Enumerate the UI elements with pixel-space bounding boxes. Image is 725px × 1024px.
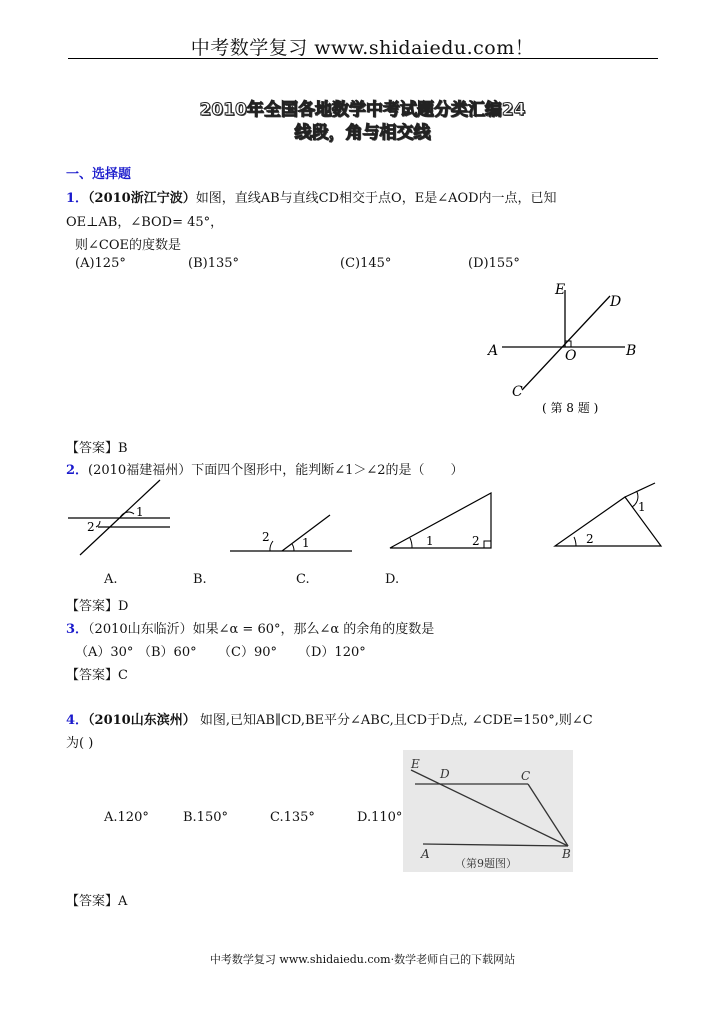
- page-footer: 中考数学复习 www.shidaiedu.com·数学老师自己的下载网站: [209, 953, 516, 966]
- q2-option-b: B.: [193, 572, 207, 587]
- q1-option-d: (D)155°: [468, 256, 520, 271]
- q4-answer: 【答案】A: [66, 894, 128, 909]
- q1-line2: OE⊥AB，∠BOD= 45°，: [66, 215, 224, 230]
- q1-option-c: (C)145°: [340, 256, 392, 271]
- q4-option-a: A.120°: [104, 810, 149, 825]
- q2-answer: 【答案】D: [66, 599, 129, 614]
- q3-number: 3．: [66, 622, 89, 637]
- q4-option-b: B.150°: [183, 810, 228, 825]
- q4-line1: [66, 709, 593, 728]
- q4-line2: 为( ): [66, 736, 94, 751]
- page-header: 中考数学复习 www.shidaiedu.com！: [190, 37, 535, 59]
- q1-source: （2010浙江宁波）: [88, 191, 196, 206]
- q2a-label-2: 2: [87, 520, 95, 534]
- q4-figure-caption: （第9题图）: [455, 857, 517, 870]
- q4-figure-photo: [403, 750, 573, 872]
- q3-option-c: （C）90°: [218, 645, 277, 660]
- q4-option-d: D.110°: [357, 810, 403, 825]
- q1-figure-caption: ( 第 8 题 ): [542, 401, 599, 415]
- q4-label-d: D: [440, 767, 450, 781]
- q2b-label-2: 2: [262, 530, 270, 544]
- q3-text: （2010山东临沂）如果∠α = 60°，那么∠α 的余角的度数是: [88, 622, 435, 637]
- q1-line3: 则∠COE的度数是: [75, 238, 181, 253]
- label-b: B: [626, 343, 637, 359]
- document-subtitle: 线段，角与相交线: [294, 123, 431, 143]
- q4-number: 4．: [66, 713, 89, 728]
- q2c-label-1: 1: [426, 534, 434, 548]
- q2-figure-d: [555, 483, 661, 546]
- q3-option-b: （B）60°: [138, 645, 197, 660]
- q2a-label-1: 1: [136, 505, 144, 519]
- q2-number: 2．: [66, 463, 89, 478]
- q2c-label-2: 2: [472, 534, 480, 548]
- label-d: D: [610, 294, 622, 310]
- q4-label-b: B: [562, 847, 571, 861]
- line-cd: [522, 296, 610, 390]
- q1-figure: [480, 278, 660, 423]
- q1-number: 1．: [66, 191, 89, 206]
- q3-option-d: （D）120°: [298, 645, 366, 660]
- q2-option-c: C.: [296, 572, 310, 587]
- q4-label-c: C: [521, 769, 531, 783]
- label-e: E: [555, 282, 566, 298]
- q4-label-e: E: [411, 757, 420, 771]
- q2-figure-b: [230, 515, 352, 551]
- q2-figure-c: [390, 493, 491, 548]
- q1-answer: 【答案】B: [66, 441, 128, 456]
- q2-option-d: D.: [385, 572, 400, 587]
- label-o: O: [565, 348, 577, 364]
- q1-option-a: (A)125°: [75, 256, 126, 271]
- q1-option-b: (B)135°: [188, 256, 240, 271]
- q4-option-c: C.135°: [270, 810, 315, 825]
- q4-source: （2010山东滨州）: [88, 713, 196, 728]
- q4-label-a: A: [421, 847, 430, 861]
- document-title: 2010年全国各地数学中考试题分类汇编24: [199, 100, 526, 120]
- q3-option-a: （A）30°: [75, 645, 134, 660]
- q1-line1: [66, 187, 557, 206]
- q3-line1: [66, 618, 434, 637]
- q4-text: 如图,已知AB∥CD,BE平分∠ABC,且CD于D点, ∠CDE=150°,则∠C: [195, 713, 593, 728]
- q2-option-a: A.: [104, 572, 118, 587]
- q4-figure: [403, 750, 573, 872]
- q2-text: (2010福建福州）下面四个图形中，能判断∠1＞∠2的是（ ）: [88, 463, 464, 478]
- q2-figures: [60, 475, 670, 570]
- q2d-label-2: 2: [586, 532, 594, 546]
- label-a: A: [488, 343, 499, 359]
- q1-text: 如图，直线AB与直线CD相交于点O，E是∠AOD内一点，已知: [195, 191, 557, 206]
- q2-figure-a: [68, 480, 170, 555]
- header-divider: [68, 58, 658, 59]
- q2b-label-1: 1: [302, 536, 310, 550]
- label-c: C: [512, 384, 523, 400]
- q2d-label-1: 1: [638, 500, 646, 514]
- q3-answer: 【答案】C: [66, 668, 128, 683]
- section-heading: 一、选择题: [66, 167, 132, 182]
